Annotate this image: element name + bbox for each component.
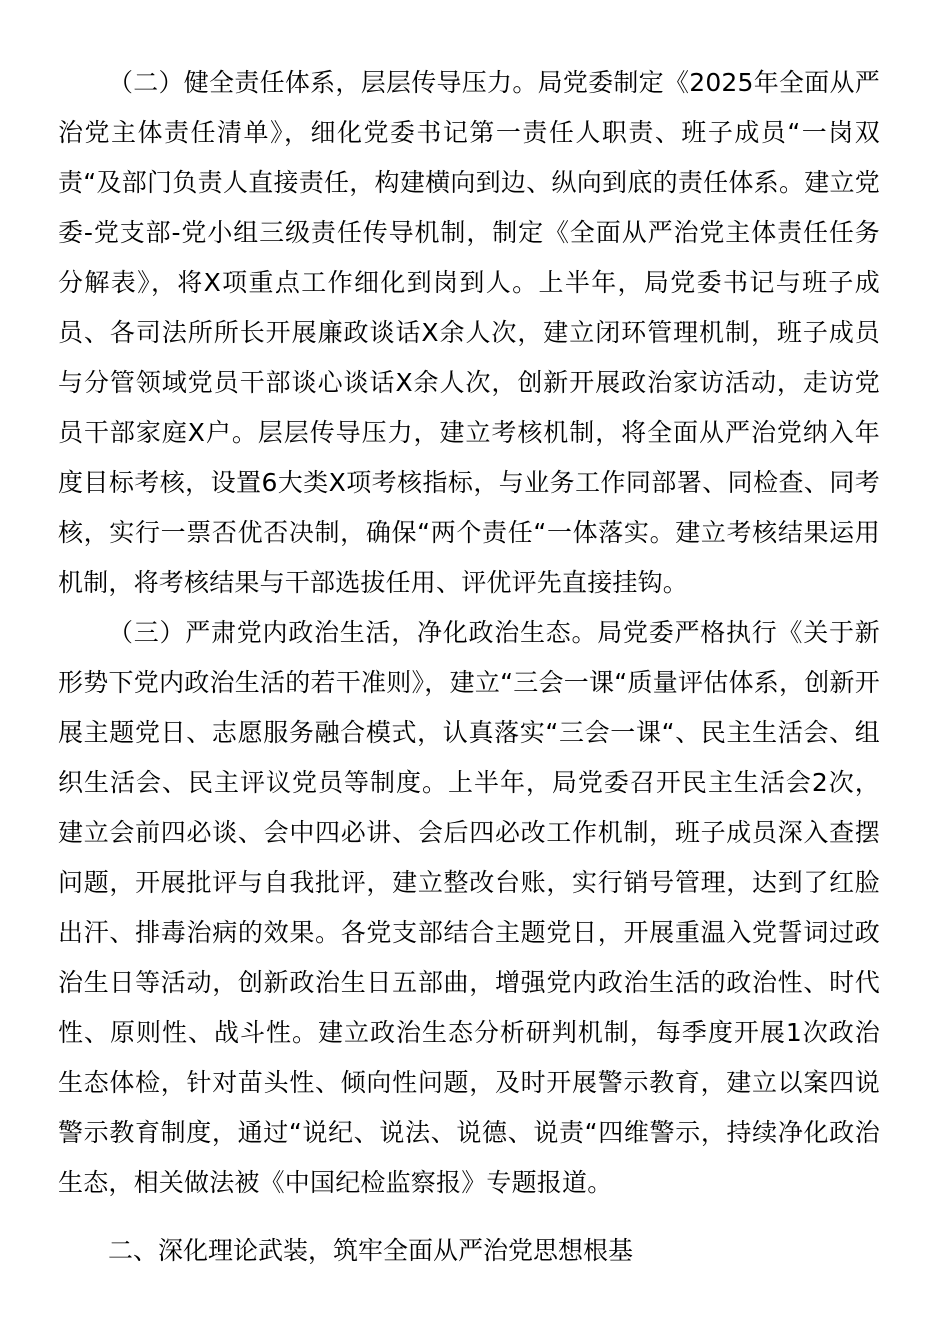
paragraph-responsibility-system: （二）健全责任体系，层层传导压力。局党委制定《2025年全面从严治党主体责任清单》，细化党委书记第一责任人职责、班子成员“一岗双责“及部门负责人直接责任，构建横向到边、纵向到底的责任体系。建立党委-党支部-党小组三级责任传导机制，制定《全面从严治党主体责任任务分解表》，将X项重点工作细化到岗到人。上半年，局党委书记与班子成员、各司法所所长开展廉政谈话X余人次，建立闭环管理机制，班子成员与分管领域党员干部谈心谈话X余人次，创新开展政治家访活动，走访党员干部家庭X户。层层传导压力，建立考核机制，将全面从严治党纳入年度目标考核，设置6大类X项考核指标，与业务工作同部署、同检查、同考核，实行一票否优否决制，确保“两个责任“一体落实。建立考核结果运用机制，将考核结果与干部选拔任用、评优评先直接挂钩。	[58, 68, 880, 597]
section-heading: 二、深化理论武装，筑牢全面从严治党思想根基	[108, 1236, 634, 1265]
document-page	[58, 58, 880, 1276]
paragraph-political-life: （三）严肃党内政治生活，净化政治生态。局党委严格执行《关于新形势下党内政治生活的若干准则》，建立“三会一课“质量评估体系，创新开展主题党日、志愿服务融合模式，认真落实“三会一课“、民主生活会、组织生活会、民主评议党员等制度。上半年，局党委召开民主生活会2次，建立会前四必谈、会中四必讲、会后四必改工作机制，班子成员深入查摆问题，开展批评与自我批评，建立整改台账，实行销号管理，达到了红脸出汗、排毒治病的效果。各党支部结合主题党日，开展重温入党誓词过政治生日等活动，创新政治生日五部曲，增强党内政治生活的政治性、时代性、原则性、战斗性。建立政治生态分析研判机制，每季度开展1次政治生态体检，针对苗头性、倾向性问题，及时开展警示教育，建立以案四说警示教育制度，通过“说纪、说法、说德、说责“四维警示，持续净化政治生态，相关做法被《中国纪检监察报》专题报道。	[58, 618, 880, 1197]
